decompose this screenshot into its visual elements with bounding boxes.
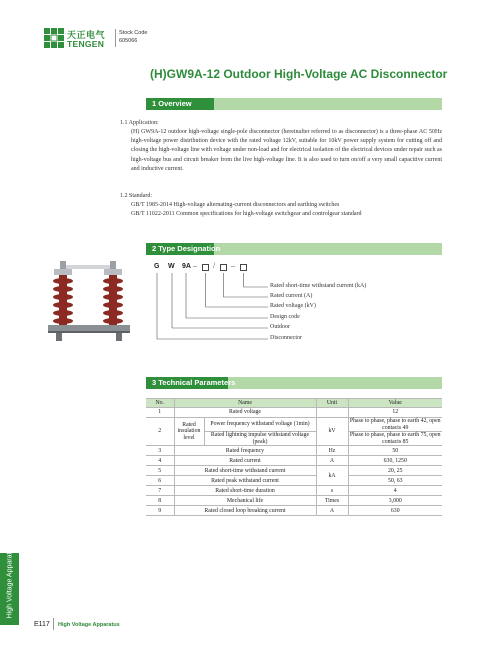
- application-text: (H) GW9A-12 outdoor high-voltage single-pole disconnector (hereinafter referred to as disconnector) is a three-phase AC 50Hz high-voltage power distribution device with the rated voltage 12kV, suitable for 10kV power supply system for cutting off and closing the high-voltage line with voltage under non-load and for electrical isolation of the electrical devices under repair such as high-voltage bus and circuit breaker from the live high-voltage line. It is also used to turn on/off a very small capacitive current and inductive current.: [131, 129, 442, 172]
- table-cell-no: 1: [146, 408, 174, 418]
- type-label-rated-voltage: Rated voltage (kV): [270, 303, 316, 309]
- footer-divider: [53, 618, 54, 630]
- table-cell-no: 4: [146, 456, 174, 466]
- side-section-tab: [0, 545, 19, 625]
- table-row: [146, 476, 442, 486]
- type-label-rated-current: Rated current (A): [270, 293, 313, 299]
- type-code-placeholder-box: [220, 264, 227, 271]
- table-row: [146, 486, 442, 496]
- table-cell-name: Rated voltage: [174, 408, 316, 418]
- table-cell-no: 3: [146, 446, 174, 456]
- disconnector-product-image: [34, 245, 142, 345]
- type-label-outdoor: Outdoor: [270, 324, 290, 330]
- table-cell-value: 12: [348, 408, 442, 418]
- table-row: [146, 446, 442, 456]
- table-cell-name: Rated frequency: [174, 446, 316, 456]
- section-technical-parameters-bar: [146, 377, 442, 389]
- type-code-letter: 9A: [182, 263, 191, 270]
- table-cell-unit: kA: [316, 466, 348, 486]
- type-code-placeholder-box: [240, 264, 247, 271]
- table-cell-no: 5: [146, 466, 174, 476]
- table-row: [146, 466, 442, 476]
- table-cell-name: Rated peak withstand current: [174, 476, 316, 486]
- table-cell-value: Phase to phase, phase to earth 42, open contacts 49: [349, 418, 441, 431]
- type-label-short-time-current: Rated short-time withstand current (kA): [270, 283, 367, 289]
- table-cell-value: 3,000: [348, 496, 442, 506]
- header-divider: [115, 29, 116, 47]
- tengen-logo: [44, 28, 110, 48]
- table-cell-unit: A: [316, 456, 348, 466]
- table-header-cell: No.: [146, 399, 174, 408]
- table-header-cell: Value: [348, 399, 442, 408]
- page-number: E117: [34, 621, 50, 628]
- type-code-separator: –: [231, 261, 235, 270]
- table-header-row: [146, 399, 442, 408]
- table-cell-value: 4: [348, 486, 442, 496]
- table-cell-no: 2: [146, 418, 174, 446]
- table-cell-no: 9: [146, 506, 174, 516]
- table-cell-value: Phase to phase, phase to earth 75, open contacts 85: [349, 432, 441, 445]
- standard-item: GB/T 1985-2014 High-voltage alternating-current disconnectors and earthing switches: [131, 202, 340, 208]
- table-cell-value: 20, 25: [348, 466, 442, 476]
- table-cell-no: 8: [146, 496, 174, 506]
- table-cell-name: Rated closed loop breaking current: [174, 506, 316, 516]
- table-cell-unit: kV: [316, 418, 348, 446]
- table-row: [146, 418, 442, 432]
- table-cell-unit: s: [316, 486, 348, 496]
- stock-code-value: 605066: [119, 38, 138, 44]
- table-cell-unit: [316, 408, 348, 418]
- footer-section-name: High Voltage Apparatus: [58, 622, 120, 628]
- table-cell-value: 50, 63: [348, 476, 442, 486]
- table-cell-value: 50: [348, 446, 442, 456]
- stock-code-label: Stock Code: [119, 30, 148, 36]
- table-cell-name: Rated lightning impulse withstand voltage (peak): [204, 432, 316, 446]
- section-overview-bar: [146, 98, 442, 110]
- type-label-design-code: Design code: [270, 314, 300, 320]
- table-cell-no: 7: [146, 486, 174, 496]
- type-code-separator: /: [213, 261, 216, 270]
- table-cell-unit: Times: [316, 496, 348, 506]
- section-technical-parameters-label: 3 Technical Parameters: [152, 378, 236, 387]
- table-row: [146, 506, 442, 516]
- table-cell-name: Rated short-time duration: [174, 486, 316, 496]
- table-cell-unit: A: [316, 506, 348, 516]
- type-code-separator: –: [193, 261, 197, 270]
- application-heading: 1.1 Application:: [120, 120, 159, 126]
- logo-chinese-name: 天正电气: [67, 31, 106, 41]
- type-code-letter: W: [168, 263, 175, 270]
- table-cell-unit: Hz: [316, 446, 348, 456]
- type-code-placeholder-box: [202, 264, 209, 271]
- tengen-logo-mark: [44, 28, 64, 48]
- section-type-designation-bar: [146, 243, 442, 255]
- type-code-letter: G: [154, 263, 160, 270]
- section-overview-label: 1 Overview: [152, 99, 192, 108]
- technical-parameters-table: [146, 398, 442, 516]
- logo-english-name: TENGEN: [67, 39, 105, 49]
- side-section-tab-label: High Voltage Apparatus: [6, 545, 14, 619]
- type-label-disconnector: Disconnector: [270, 335, 302, 341]
- table-cell-value: 630, 1250: [348, 456, 442, 466]
- page-title: (H)GW9A-12 Outdoor High-Voltage AC Disconnector: [150, 67, 448, 81]
- table-cell-value: 630: [348, 506, 442, 516]
- standard-item: GB/T 11022-2011 Common specifications for high-voltage switchgear and controlgear standard: [131, 211, 362, 217]
- table-row: [146, 496, 442, 506]
- table-cell-name: Mechanical life: [174, 496, 316, 506]
- table-row: [146, 456, 442, 466]
- table-cell-no: 6: [146, 476, 174, 486]
- table-cell-name: Power frequency withstand voltage (1min): [204, 418, 316, 432]
- table-row: [146, 408, 442, 418]
- standard-heading: 1.2 Standard:: [120, 193, 152, 199]
- section-type-designation-label: 2 Type Designation: [152, 244, 221, 253]
- table-header-cell: Name: [174, 399, 316, 408]
- table-cell-group: Rated insulation level: [174, 418, 204, 446]
- table-cell-name: Rated short-time withstand current: [174, 466, 316, 476]
- table-header-cell: Unit: [316, 399, 348, 408]
- table-cell-name: Rated current: [174, 456, 316, 466]
